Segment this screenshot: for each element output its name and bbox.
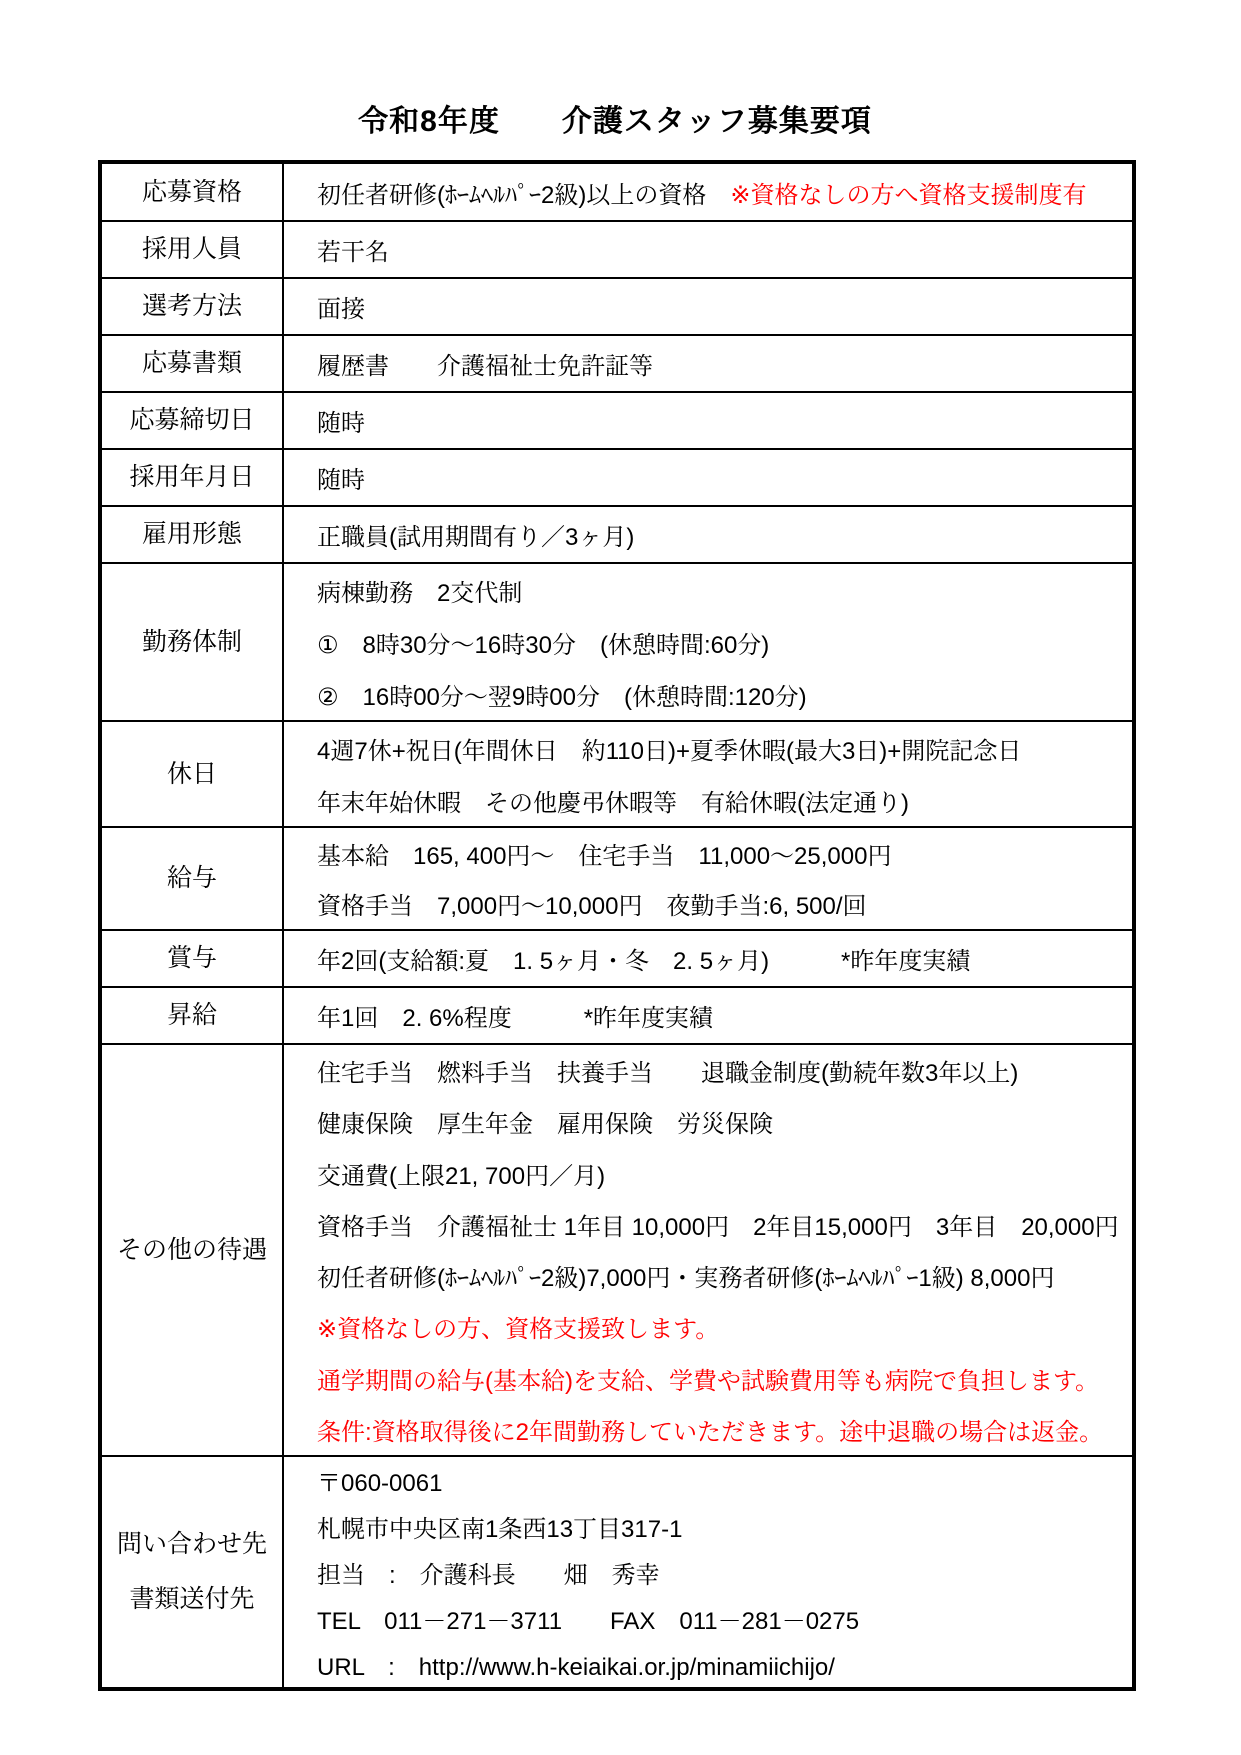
- row-label-text: 応募締切日: [129, 406, 255, 434]
- row-label-text: 給与: [166, 864, 217, 892]
- document-title: 令和8年度 介護スタッフ募集要項: [358, 105, 872, 138]
- row-value-line: [317, 731, 1132, 766]
- row-value-line: [317, 677, 1132, 712]
- row-value-text: URL : http://www.h-keiaikai.or.jp/minamiichijo/: [317, 1653, 835, 1681]
- row-value-line: [317, 573, 1132, 608]
- row-value-cell: [283, 930, 1134, 987]
- row-value-cell: [283, 221, 1134, 278]
- row-label-cell: [100, 827, 283, 930]
- row-value-text: 初任者研修(ﾎｰﾑﾍﾙﾊﾟｰ2級)7,000円・実務者研修(ﾎｰﾑﾍﾙﾊﾟｰ1級) 8,000円: [317, 1265, 1055, 1293]
- table-row: [100, 930, 1134, 987]
- recruitment-table: [98, 160, 1136, 1691]
- row-label-text: 選考方法: [141, 292, 242, 320]
- row-value-text: 札幌市中央区南1条西13丁目317-1: [317, 1515, 683, 1543]
- row-value-line: [317, 1258, 1132, 1293]
- row-value-text: 随時: [317, 467, 365, 494]
- table-row: [100, 221, 1134, 278]
- table-row: [100, 162, 1134, 221]
- row-value-text: 正職員(試用期間有り／3ヶ月): [317, 524, 635, 551]
- row-value-line: [317, 289, 1132, 324]
- row-value-text: 年末年始休暇 その他慶弔休暇等 有給休暇(法定通り): [317, 789, 909, 817]
- row-value-line: [317, 460, 1132, 495]
- row-label-cell: [100, 930, 283, 987]
- row-value-cell: [283, 827, 1134, 930]
- row-value-cell: [283, 506, 1134, 563]
- row-value-text-red: 通学期間の給与(基本給)を支給、学費や試験費用等も病院で負担します。: [317, 1367, 1100, 1395]
- row-value-text: 担当 : 介護科長 畑 秀幸: [317, 1561, 660, 1589]
- row-value-line: [317, 1647, 1132, 1682]
- row-value-text: 資格手当 介護福祉士 1年目 10,000円 2年目15,000円 3年目 20,000円: [317, 1213, 1119, 1241]
- row-value-text: ② 16時00分～翌9時00分 (休憩時間:120分): [317, 683, 807, 711]
- row-label-text: 賞与: [166, 944, 217, 972]
- row-value-line: [317, 625, 1132, 660]
- table-row: [100, 563, 1134, 721]
- row-value-line: [317, 1361, 1132, 1396]
- row-label-cell: [100, 162, 283, 221]
- row-label-cell: [100, 987, 283, 1044]
- row-value-line: [317, 886, 1132, 921]
- row-value-line: [317, 346, 1132, 381]
- row-value-line: [317, 1156, 1132, 1191]
- table-row: [100, 1456, 1134, 1689]
- row-value-text-red: ※資格なしの方へ資格支援制度有: [730, 181, 1087, 209]
- row-label-text: 書類送付先: [129, 1585, 255, 1613]
- row-label-text: 応募書類: [141, 349, 242, 377]
- row-value-cell: [283, 449, 1134, 506]
- row-value-line: [317, 175, 1132, 210]
- row-label-text: 勤務体制: [141, 627, 242, 656]
- row-value-line: [317, 403, 1132, 438]
- row-value-line: [317, 232, 1132, 267]
- row-label-text: 休日: [166, 759, 217, 788]
- row-label-cell: [100, 449, 283, 506]
- row-value-text: 4週7休+祝日(年間休日 約110日)+夏季休暇(最大3日)+開院記念日: [317, 737, 1022, 765]
- row-value-line: [317, 941, 1132, 976]
- row-value-text: 資格手当 7,000円～10,000円 夜勤手当:6, 500/回: [317, 893, 867, 921]
- row-label-text: その他の待遇: [116, 1235, 267, 1264]
- row-value-text: 履歴書 介護福祉士免許証等: [317, 353, 653, 380]
- row-value-line: [317, 1555, 1132, 1590]
- row-label-text: 昇給: [166, 1001, 217, 1029]
- row-value-text: 面接: [317, 296, 365, 323]
- row-value-text: 年2回(支給額:夏 1. 5ヶ月・冬 2. 5ヶ月) *昨年度実績: [317, 948, 971, 975]
- row-label-cell: [100, 335, 283, 392]
- row-value-cell: [283, 162, 1134, 221]
- row-value-cell: [283, 987, 1134, 1044]
- row-value-line: [317, 1509, 1132, 1544]
- row-value-text: 健康保険 厚生年金 雇用保険 労災保険: [317, 1111, 773, 1139]
- row-value-line: [317, 1309, 1132, 1344]
- row-label-cell: [100, 1456, 283, 1689]
- recruitment-table-body: [100, 162, 1134, 1689]
- row-label-text: 採用年月日: [129, 463, 255, 491]
- row-value-line: [317, 1412, 1132, 1447]
- row-value-cell: [283, 1456, 1134, 1689]
- row-value-cell: [283, 563, 1134, 721]
- row-value-text: 初任者研修(ﾎｰﾑﾍﾙﾊﾟｰ2級)以上の資格: [317, 181, 731, 209]
- row-value-text: 病棟勤務 2交代制: [317, 579, 523, 607]
- table-row: [100, 987, 1134, 1044]
- row-value-text: ① 8時30分～16時30分 (休憩時間:60分): [317, 631, 770, 659]
- row-value-text-red: 条件:資格取得後に2年間勤務していただきます。途中退職の場合は返金。: [317, 1418, 1104, 1446]
- table-row: [100, 278, 1134, 335]
- table-row: [100, 335, 1134, 392]
- row-label-cell: [100, 721, 283, 827]
- row-value-text: 住宅手当 燃料手当 扶養手当 退職金制度(勤続年数3年以上): [317, 1060, 1019, 1088]
- row-value-line: [317, 1463, 1132, 1498]
- row-label-cell: [100, 278, 283, 335]
- row-label-cell: [100, 1044, 283, 1456]
- row-label-cell: [100, 563, 283, 721]
- row-value-text: 〒060-0061: [317, 1469, 443, 1497]
- table-row: [100, 449, 1134, 506]
- table-row: [100, 721, 1134, 827]
- table-row: [100, 506, 1134, 563]
- row-value-cell: [283, 721, 1134, 827]
- row-value-line: [317, 1104, 1132, 1139]
- table-row: [100, 1044, 1134, 1456]
- row-value-text: TEL 011－271－3711 FAX 011－281－0275: [317, 1607, 860, 1635]
- row-value-text: 年1回 2. 6%程度 *昨年度実績: [317, 1005, 714, 1032]
- row-value-text: 交通費(上限21, 700円／月): [317, 1162, 606, 1190]
- table-row: [100, 392, 1134, 449]
- row-label-cell: [100, 221, 283, 278]
- row-label-text: 応募資格: [141, 177, 242, 206]
- row-value-cell: [283, 278, 1134, 335]
- row-value-cell: [283, 392, 1134, 449]
- row-value-text: 基本給 165, 400円～ 住宅手当 11,000～25,000円: [317, 842, 892, 870]
- row-value-text: 随時: [317, 410, 365, 437]
- row-value-text-red: ※資格なしの方、資格支援致します。: [317, 1316, 720, 1344]
- row-value-line: [317, 517, 1132, 552]
- row-value-line: [317, 1207, 1132, 1242]
- row-label-cell: [100, 506, 283, 563]
- row-label-text: 雇用形態: [141, 520, 242, 548]
- row-value-line: [317, 1053, 1132, 1088]
- row-value-cell: [283, 1044, 1134, 1456]
- row-value-line: [317, 836, 1132, 871]
- row-value-line: [317, 998, 1132, 1033]
- table-row: [100, 827, 1134, 930]
- row-label-text: 問い合わせ先: [116, 1530, 267, 1558]
- row-value-text: 若干名: [317, 239, 389, 266]
- row-value-line: [317, 1601, 1132, 1636]
- row-value-cell: [283, 335, 1134, 392]
- row-label-text: 採用人員: [141, 235, 242, 263]
- row-value-line: [317, 783, 1132, 818]
- row-label-cell: [100, 392, 283, 449]
